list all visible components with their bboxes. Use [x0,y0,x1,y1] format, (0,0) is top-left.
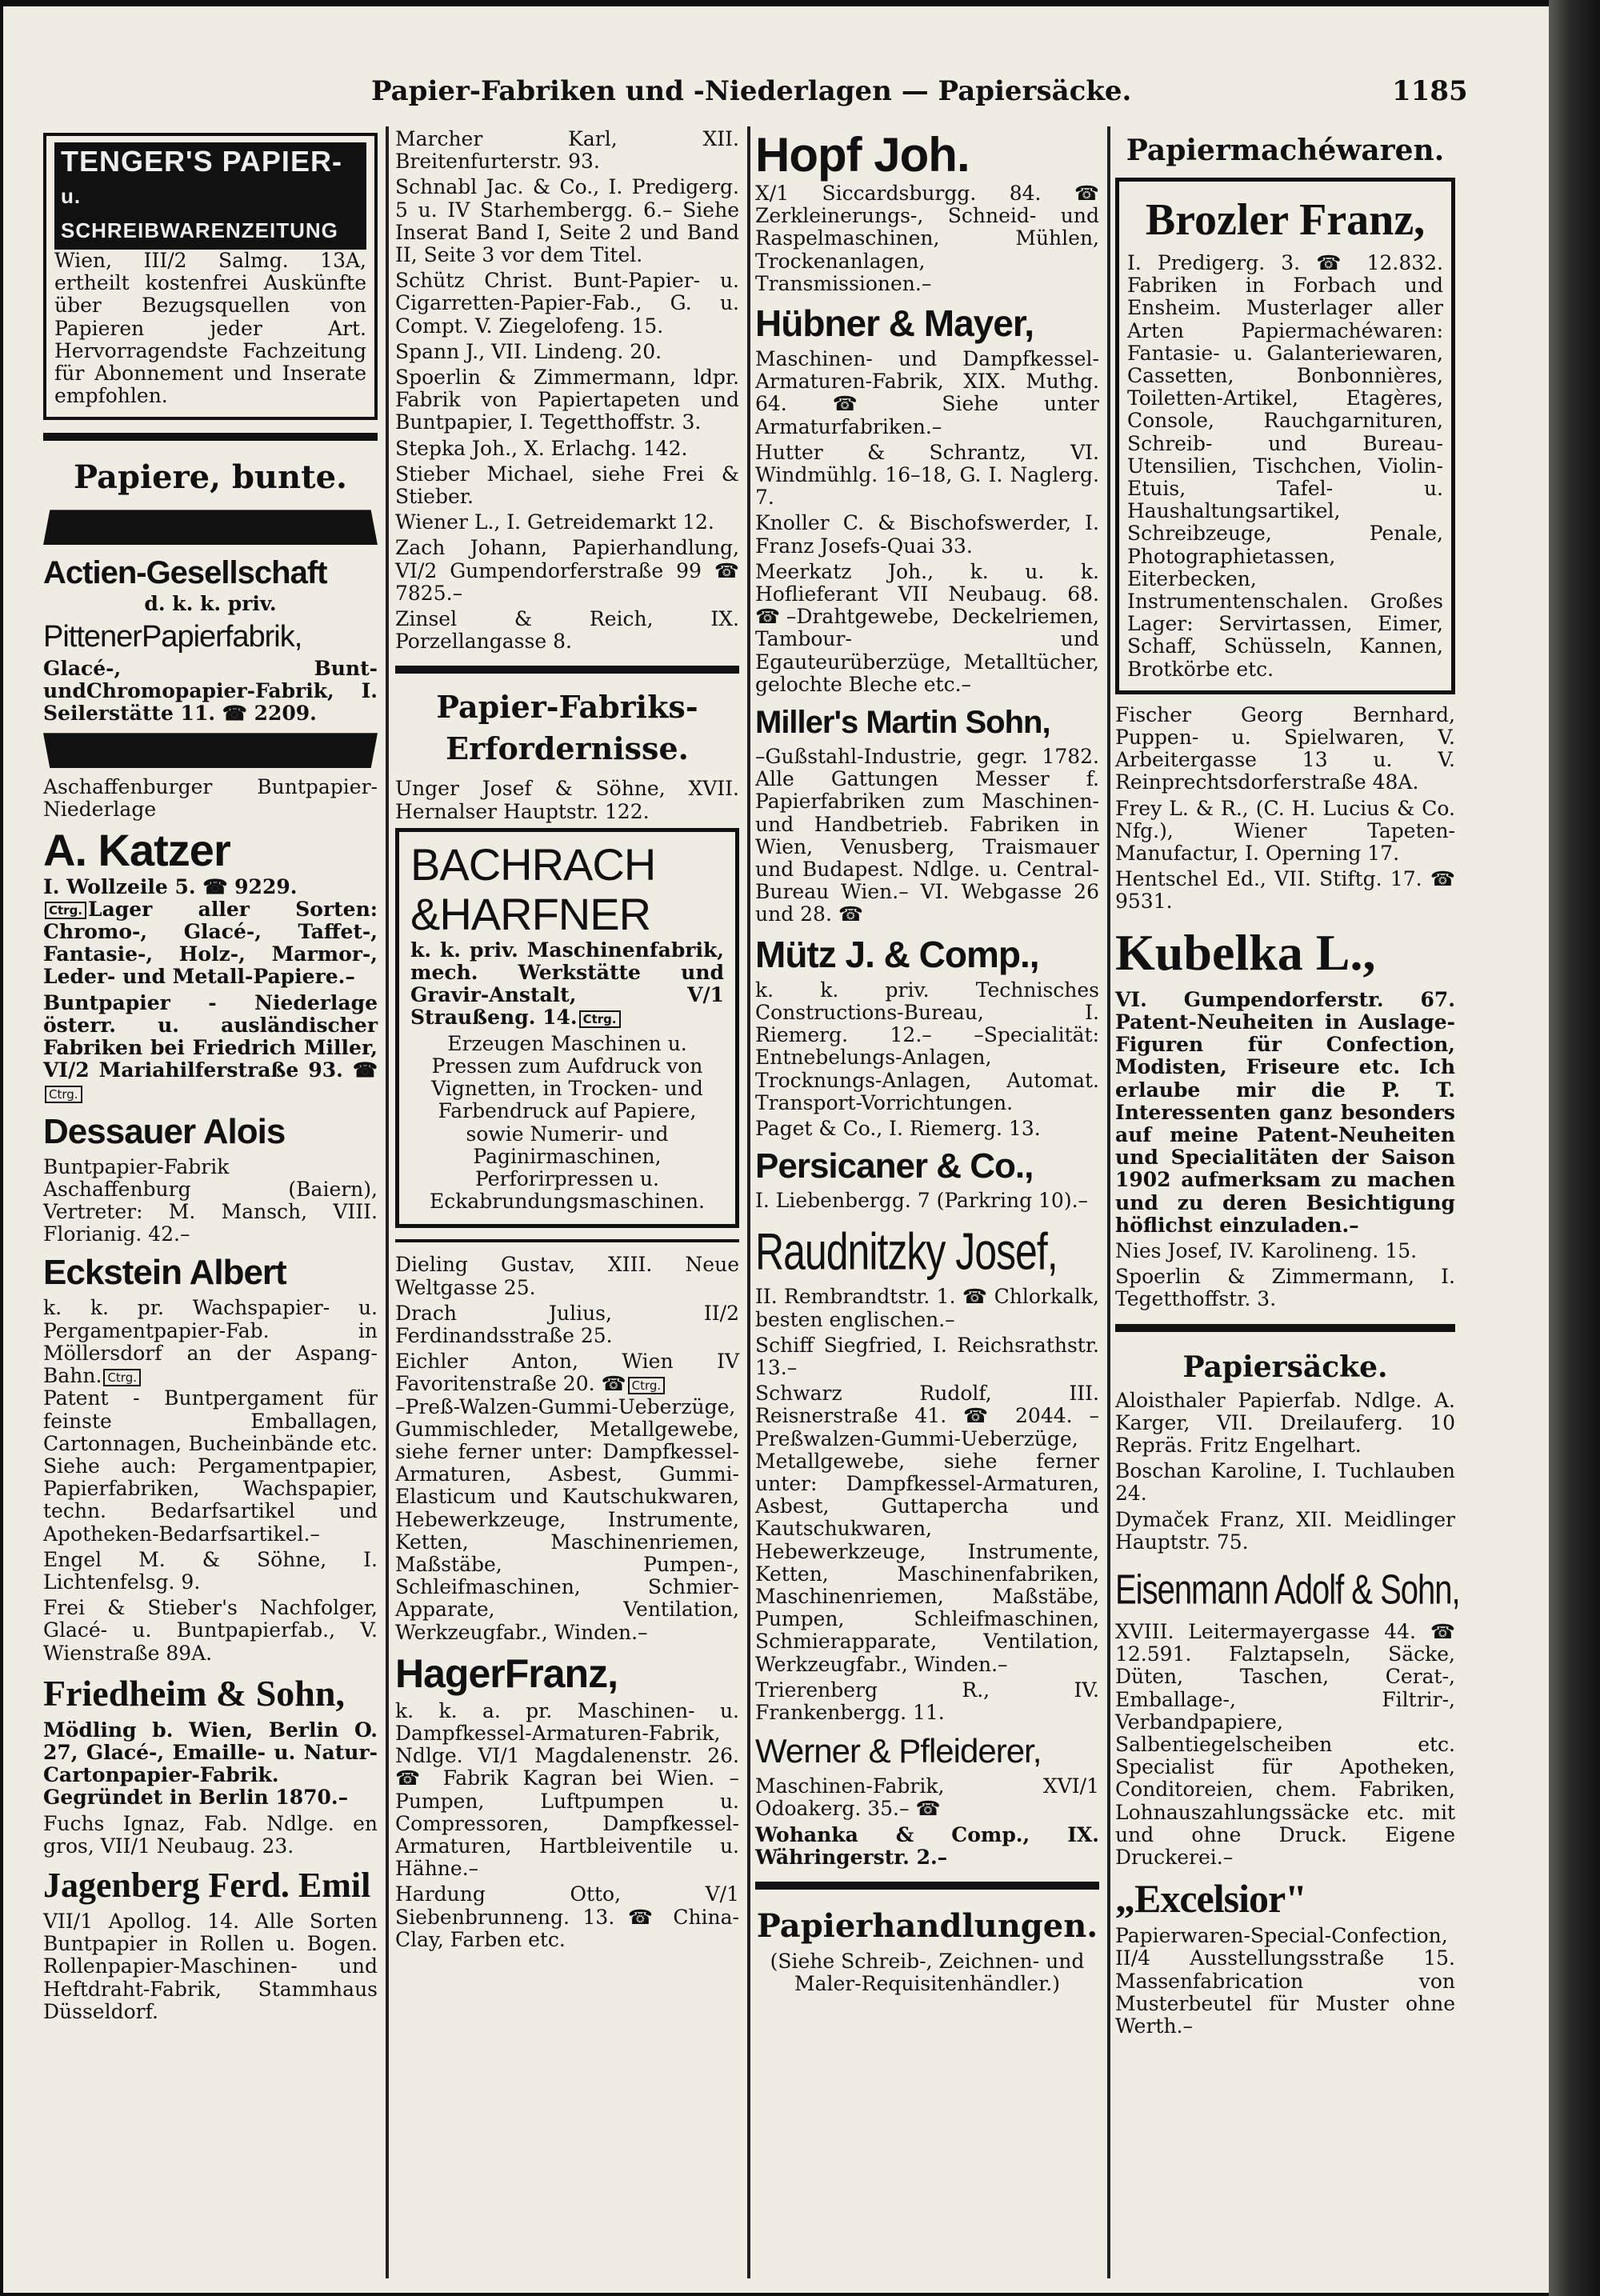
decorative-banner [43,733,378,768]
eisenmann-text: XVIII. Leitermayergasse 44. ☎ 12.591. Falztapseln, Säcke, Düten, Taschen, Cerat-, Emballage-, Filtrir-, Verbandpapiere, Salbentiegelscheiben etc. Specialist für Apotheken, Conditoreien, chem. Fabriken, Lohnauszahlungssäcke etc. mit und ohne Druck. Eigene Druckerei.– [1115,1619,1455,1869]
tenger-title-1: TENGER'S PAPIER- [61,145,342,178]
raudnitzky-text: II. Rembrandtstr. 1. ☎ Chlorkalk, besten englischen.– [755,1285,1099,1331]
eckstein-text-2: Patent - Buntpergament für feinste Emballagen, Cartonnagen, Bucheinbände etc. Siehe auch: Pergamentpapier, Papierfabriken, Wachspapier, techn. Bedarfsartikel und Apotheken-Bedarfsartikel.– [43,1386,378,1546]
zinsel-entry: Zinsel & Reich, IX. Porzellangasse 8. [395,607,739,654]
spann-entry: Spann J., VII. Lindeng. 20. [395,339,662,363]
eckstein-text [43,1297,378,1387]
running-title: Papier-Fabriken und -Niederlagen — Papiersäcke. [371,75,1132,107]
tenger-banner [54,142,366,250]
bachrach-text [410,939,724,1030]
trierenberg-entry: Trierenberg R., IV. Frankenbergg. 11. [755,1678,1099,1724]
spoerlin-entry-2: Spoerlin & Zimmermann, I. Tegetthoffstr. 3. [1115,1265,1455,1311]
hopf-name: Hopf Joh. [755,128,970,182]
ctrg-icon: Ctrg. [628,1377,666,1394]
schuetz-entry: Schütz Christ. Bunt-Papier- u. Cigarretten-Papier-Fab., G. u. Compt. V. Ziegelofeng. 15. [395,269,739,338]
zach-entry: Zach Johann, Papierhandlung, VI/2 Gumpendorferstraße 99 ☎ 7825.– [395,536,739,605]
unger-entry: Unger Josef & Söhne, XVII. Hernalser Hauptstr. 122. [395,777,739,823]
schwarz-entry: Schwarz Rudolf, III. Reisnerstraße 41. ☎ 2044. –Preßwalzen-Gummi-Ueberzüge, Metallgewebe, siehe ferner unter: Dampfkessel-Armaturen, Asbest, Guttapercha und Kautschukwaren, Hebewerkzeuge, Instrumente, Ketten, Maschinenfabriken, Maschinenriemen, Maßstäbe, Pumpen, Schleifmaschinen, Schmierapparate, Ventilation, Werkzeugfabr., Winden.– [755,1382,1099,1676]
eckstein-name: Eckstein Albert [43,1253,286,1293]
book-edge [1549,0,1600,2296]
marcher-entry: Marcher Karl, XII. Breitenfurterstr. 93. [395,127,739,174]
persicaner-name: Persicaner & Co., [755,1146,1034,1186]
excelsior-text: Papierwaren-Special-Confection, II/4 Ausstellungsstraße 15. Massenfabrication von Musterbeutel für Muster ohne Werth.– [1115,1924,1455,2038]
raudnitzky-name: Raudnitzky Josef, [755,1222,1058,1282]
katzer-name: A. Katzer [43,824,230,875]
actien-company: PittenerPapierfabrik, [43,619,302,654]
werner-name: Werner & Pfleiderer, [755,1732,1042,1770]
ctrg-icon: Ctrg. [45,902,86,919]
handlungen-text: (Siehe Schreib-, Zeichnen- und Maler-Requisitenhändler.) [770,1949,1085,1996]
engel-entry: Engel M. & Söhne, I. Lichtenfelsg. 9. [43,1547,378,1594]
eisenmann-name: Eisenmann Adolf & Sohn, [1115,1566,1460,1614]
page-number: 1185 [1392,75,1468,107]
section-heading-saecke: Papiersäcke. [1182,1350,1388,1384]
divider [755,1882,1099,1890]
bachrach-name-2: &HARFNER [410,888,651,939]
column-2 [395,128,739,1954]
friedheim-name: Friedheim & Sohn, [43,1672,345,1714]
ctrg-icon: Ctrg. [103,1369,141,1386]
section-heading-handlungen: Papierhandlungen. [756,1906,1098,1945]
muetz-text: k. k. priv. Technisches Constructions-Bureau, I. Riemerg. 12.– –Specialität: Entnebelungs-Anlagen, Trocknungs-Anlagen, Automat. Transport-Vorrichtungen. [755,978,1099,1114]
aloisthaler-entry: Aloisthaler Papierfab. Ndlge. A. Karger, VII. Dreilauferg. 10 Repräs. Fritz Engelhart. [1115,1388,1455,1457]
meerkatz-entry: Meerkatz Joh., k. u. k. Hoflieferant VII Neubaug. 68. ☎–Drahtgewebe, Deckelriemen, Tambour- und Egauteurüberzüge, Metalltücher, gelochte Bleche etc.– [755,559,1099,696]
boschan-entry: Boschan Karoline, I. Tuchlauben 24. [1115,1459,1455,1506]
schnabl-entry: Schnabl Jac. & Co., I. Predigerg. 5 u. IV Starhembergg. 6.– Siehe Inserat Band I, Seite 2 und Band II, Seite 3 vor dem Titel. [395,175,739,267]
bachrach-name-1: BACHRACH [410,838,656,890]
eichler-entry-body: Eichler Anton, Wien IV Favoritenstraße 20. ☎ [395,1350,739,1396]
column-rule-3 [1107,126,1110,2278]
wiener-entry: Wiener L., I. Getreidemarkt 12. [395,510,714,534]
buntpapier-niederlage-text: Buntpapier - Niederlage österr. u. ausländischer Fabriken bei Friedrich Miller, VI/2 Mariahilferstraße 93. ☎ [43,990,378,1082]
stepka-entry: Stepka Joh., X. Erlachg. 142. [395,436,688,460]
katzer-text [43,898,378,989]
kubelka-text: VI. Gumpendorferstr. 67. Patent-Neuheiten in Auslage-Figuren für Confection, Modisten, Friseure etc. Ich erlaube mir die P. T. Interessenten ganz besonders auf meine Patent-Neuheiten und Specialitäten der Saison 1902 aufmerksam zu machen und zu deren Besichtigung höflichst einzuladen.– [1115,987,1455,1237]
actien-title: Actien-Gesellschaft [43,555,327,591]
brozler-ad [1115,178,1455,694]
section-heading-bunte: Papiere, bunte. [74,458,347,497]
divider [395,666,739,674]
column-3 [755,128,1099,1998]
werner-text: Maschinen-Fabrik, XVI/1 Odoakerg. 35.– ☎ [755,1774,1099,1821]
dieling-entry: Dieling Gustav, XIII. Neue Weltgasse 25. [395,1253,739,1299]
huebner-name: Hübner & Mayer, [755,302,1034,345]
knoller-entry: Knoller C. & Bischofswerder, I. Franz Josefs-Quai 33. [755,511,1099,558]
stieber-entry: Stieber Michael, siehe Frei & Stieber. [395,462,739,509]
hager-name: HagerFranz, [395,1650,618,1696]
section-heading-papiermache: Papiermachéwaren. [1126,134,1445,167]
bachrach-ad [395,828,739,1228]
decorative-banner [43,510,378,545]
kubelka-name: Kubelka L., [1115,923,1376,981]
hager-text: k. k. a. pr. Maschinen- u. Dampfkessel-Armaturen-Fabrik, Ndlge. VI/1 Magdalenenstr. 26. ☎ Fabrik Kagran bei Wien. –Pumpen, Luftpumpen u. Compressoren, Dampfkessel-Armaturen, Hartbleiventile u. Hähne.– [395,1698,739,1881]
column-rule-2 [747,126,750,2278]
fuchs-entry: Fuchs Ignaz, Fab. Ndlge. en gros, VII/1 Neubaug. 23. [43,1811,378,1858]
column-rule-1 [386,126,389,2278]
katzer-address: I. Wollzeile 5. ☎ 9229. [43,874,298,898]
bachrach-text-body: k. k. priv. Maschinenfabrik, mech. Werkstätte und Gravir-Anstalt, V/1 Straußeng. 14. [410,938,724,1030]
column-4 [1115,128,1460,2041]
hopf-text: X/1 Siccardsburgg. 84. ☎ Zerkleinerungs-, Schneid- und Raspelmaschinen, Mühlen, Trockenanlagen, Transmissionen.– [755,182,1099,295]
dessauer-text: Buntpapier-Fabrik Aschaffenburg (Baiern), Vertreter: M. Mansch, VIII. Florianig. 42.– [43,1154,378,1246]
wohanka-entry: Wohanka & Comp., IX. Währingerstr. 2.– [755,1822,1099,1869]
buntpapier-niederlage [43,992,378,1105]
tenger-ad [43,133,378,420]
hutter-entry: Hutter & Schrantz, VI. Windmühlg. 16–18, G. I. Naglerg. 7. [755,440,1099,510]
schiff-entry: Schiff Siegfried, I. Reichsrathstr. 13.– [755,1333,1099,1379]
brozler-text: I. Predigerg. 3. ☎ 12.832. Fabriken in Forbach und Ensheim. Musterlager aller Arten Papiermachéwaren: Fantasie- u. Galanteriewaren, Cassetten, Bonbonnières, Toiletten-Artikel, Etagères, Console, Rauchgarnituren, Schreib- und Bureau-Utensilien, Tischchen, Violin-Etuis, Tafel- u. Haushaltungsartikel, Schreibzeuge, Penale, Photographietassen, Eiterbecken, Instrumentenschalen. Großes Lager: Servirtassen, Eimer, Schaff, Schüsseln, Kannen, Brotkörbe etc. [1127,251,1443,681]
actien-subtitle: d. k. k. priv. [144,592,277,616]
jagenberg-name: Jagenberg Ferd. Emil [43,1865,371,1905]
muetz-name: Mütz J. & Comp., [755,933,1039,975]
eichler-text: –Preß-Walzen-Gummi-Ueberzüge, Gummischleder, Metallgewebe, siehe ferner unter: Dampfkessel-Armaturen, Asbest, Gummi-Elasticum und Kautschukwaren, Hebewerkzeuge, Instrumente, Ketten, Maschinenriemen, Maßstäbe, Pumpen-, Schleifmaschinen, Schmier-Apparate, Ventilation, Werkzeugfabr., Winden.– [395,1394,739,1644]
divider [395,1239,739,1242]
ctrg-icon: Ctrg. [579,1010,621,1028]
huebner-text: Maschinen- und Dampfkessel-Armaturen-Fabrik, XIX. Muthg. 64. ☎ Siehe unter Armaturfabriken.– [755,347,1099,438]
actien-text: Glacé-, Bunt- undChromopapier-Fabrik, I. Seilerstätte 11. ☎ 2209. [43,656,378,726]
spoerlin-entry: Spoerlin & Zimmermann, ldpr. Fabrik von Papiertapeten und Buntpapier, I. Tegetthoffstr. 3. [395,366,739,434]
eckstein-text-body: k. k. pr. Wachspapier- u. Pergamentpapier-Fab. in Möllersdorf an der Aspang-Bahn. [43,1296,378,1388]
paper-sheet [3,6,1549,2293]
excelsior-name: „Excelsior" [1115,1876,1306,1922]
tenger-title-2: u. SCHREIBWARENZEITUNG [61,184,338,242]
eichler-entry [395,1350,739,1395]
divider [43,433,378,441]
aschaffenburger-text: Aschaffenburger Buntpapier-Niederlage [43,775,378,822]
millers-name: Miller's Martin Sohn, [755,705,1050,741]
nies-entry: Nies Josef, IV. Karolineng. 15. [1115,1238,1418,1262]
millers-text: –Gußstahl-Industrie, gegr. 1782. Alle Gattungen Messer f. Papierfabriken zum Maschinen- und Handbetrieb. Fabriken in Wien, Venusberg, Traismauer und Budapest. Ndlge. u. Central-Bureau Wien.– VI. Webgasse 26 und 28. ☎ [755,745,1099,926]
persicaner-text: I. Liebenbergg. 7 (Parkring 10).– [755,1189,1089,1213]
ctrg-icon: Ctrg. [45,1086,82,1103]
hentschel-entry: Hentschel Ed., VII. Stiftg. 17. ☎ 9531. [1115,867,1455,914]
paget-entry: Paget & Co., I. Riemerg. 13. [755,1116,1041,1140]
dymacek-entry: Dymaček Franz, XII. Meidlinger Hauptstr. 75. [1115,1507,1455,1554]
section-heading-erfordernisse: Papier-Fabriks-Erfordernisse. [436,689,698,767]
jagenberg-text: VII/1 Apollog. 14. Alle Sorten Buntpapier in Rollen u. Bogen. Rollenpapier-Maschinen- und Heftdraht-Fabrik, Stammhaus Düsseldorf. [43,1909,378,2023]
friedheim-text: Mödling b. Wien, Berlin O. 27, Glacé-, Emaille- u. Natur-Cartonpapier-Fabrik. Gegründet in Berlin 1870.– [43,1718,378,1810]
hardung-entry: Hardung Otto, V/1 Siebenbrunneng. 13. ☎ China-Clay, Farben etc. [395,1882,739,1951]
brozler-name: Brozler Franz, [1145,195,1426,245]
frey-entry: Frey L. & R., (C. H. Lucius & Co. Nfg.), Wiener Tapeten-Manufactur, I. Operning 17. [1115,796,1455,866]
tenger-text: Wien, III/2 Salmg. 13A, ertheilt kostenfrei Auskünfte über Bezugsquellen von Papieren jeder Art. Hervorragendste Fachzeitung für Abonnement und Inserate empfohlen. [54,249,366,408]
column-1 [43,128,378,2026]
fischer-entry: Fischer Georg Bernhard, Puppen- u. Spielwaren, V. Arbeitergasse 13 u. V. Reinprechtsdorferstraße 48A. [1115,702,1455,794]
katzer-text-body: Lager aller Sorten: Chromo-, Glacé-, Taffet-, Fantasie-, Holz-, Marmor-, Leder- und Metall-Papiere.– [43,897,378,989]
divider [1115,1324,1455,1332]
frei-entry: Frei & Stieber's Nachfolger, Glacé- u. Buntpapierfab., V. Wienstraße 89A. [43,1596,378,1665]
drach-entry: Drach Julius, II/2 Ferdinandsstraße 25. [395,1301,739,1347]
bachrach-text-2: Erzeugen Maschinen u. Pressen zum Aufdruck von Vignetten, in Trocken- und Farbendruck auf Papiere, sowie Numerir- und Paginirmaschinen, Perforirpressen u. Eckabrundungsmaschinen. [430,1031,705,1214]
dessauer-name: Dessauer Alois [43,1111,286,1151]
